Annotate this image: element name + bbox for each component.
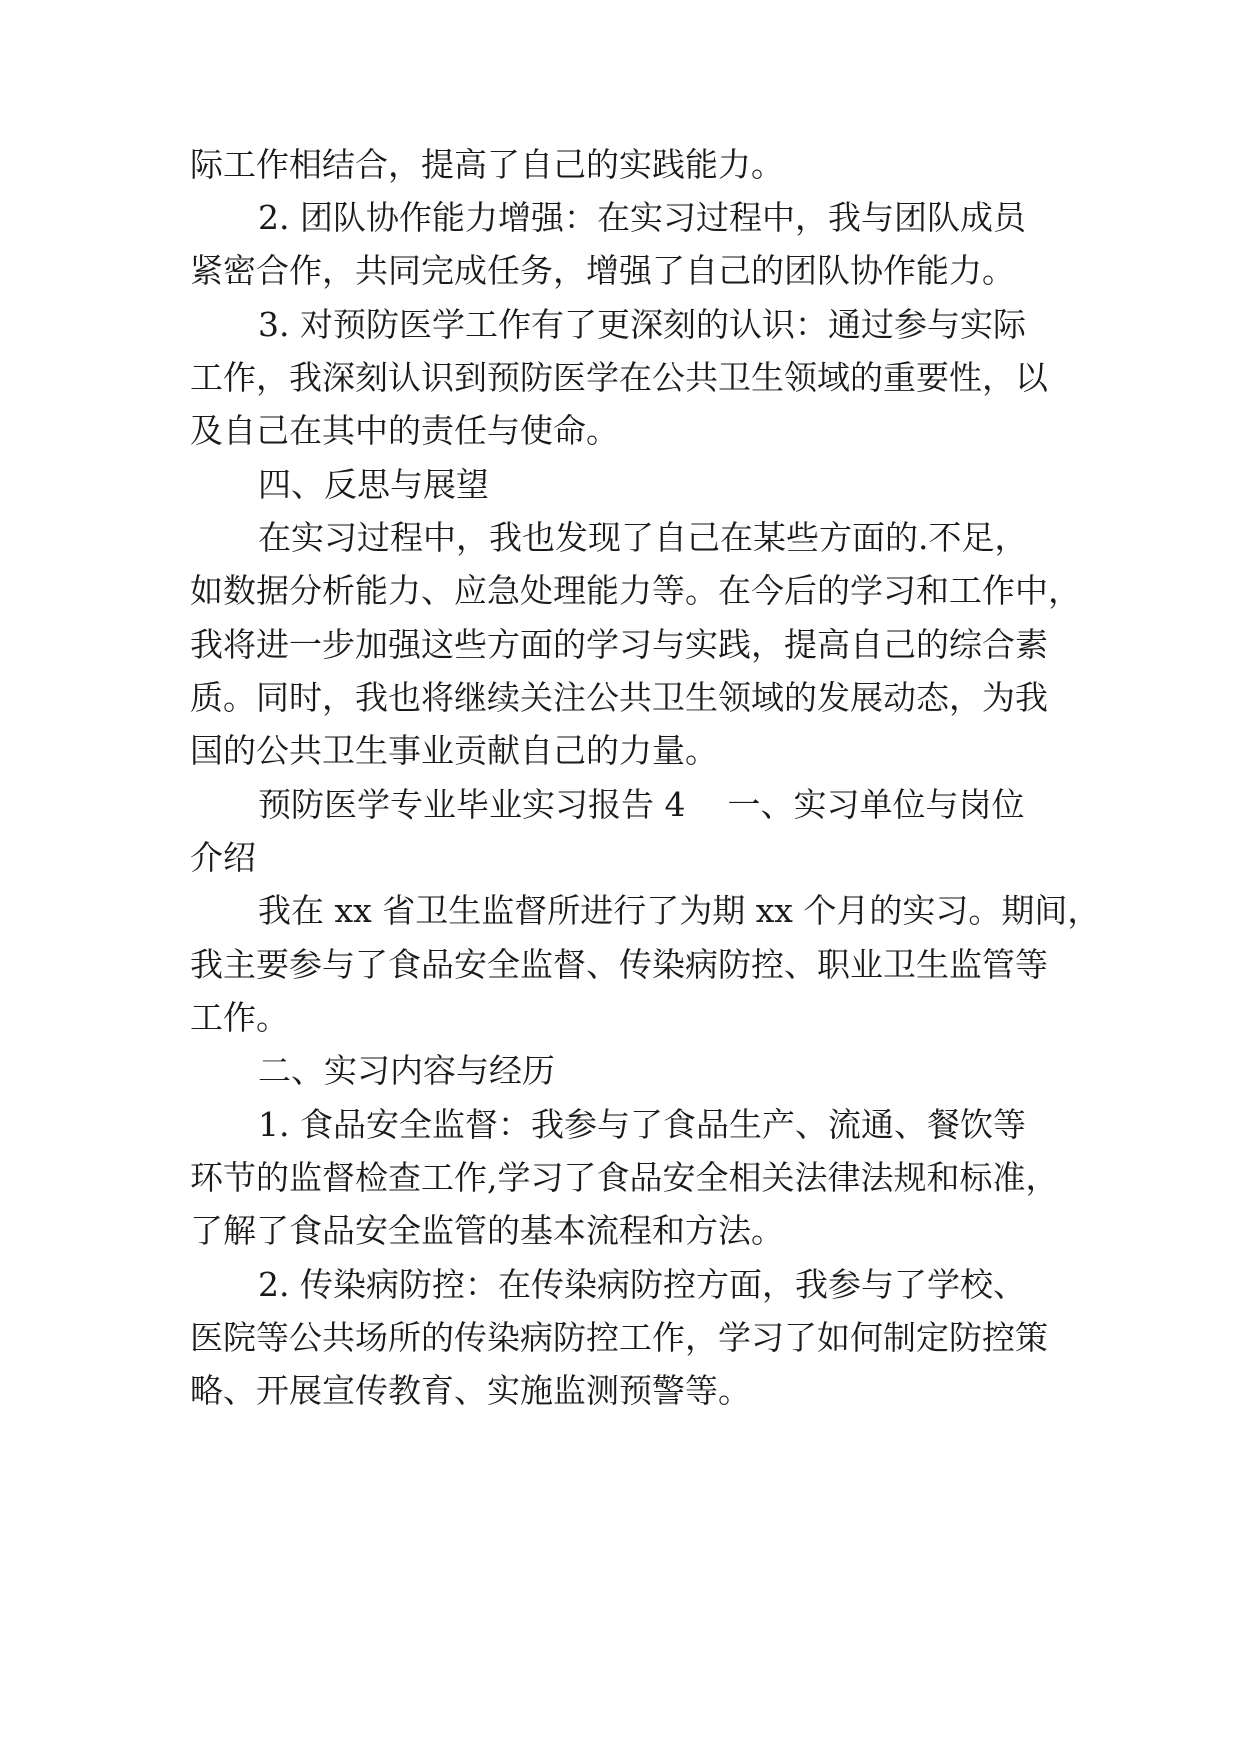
text-line: 我将进一步加强这些方面的学习与实践，提高自己的综合素 [190, 625, 1048, 664]
text-line: 2. 传染病防控：在传染病防控方面，我参与了学校、 [258, 1265, 1026, 1304]
text-line: 2. 团队协作能力增强：在实习过程中，我与团队成员 [258, 198, 1026, 237]
text-line: 紧密合作，共同完成任务，增强了自己的团队协作能力。 [190, 251, 1015, 290]
report-title: 预防医学专业毕业实习报告 4 一、实习单位与岗位 [258, 785, 1025, 824]
text-line: 如数据分析能力、应急处理能力等。在今后的学习和工作中， [190, 571, 1081, 610]
text-line: 了解了食品安全监管的基本流程和方法。 [190, 1211, 784, 1250]
text-line: 在实习过程中，我也发现了自己在某些方面的.不足， [258, 518, 1028, 557]
text-line: 国的公共卫生事业贡献自己的力量。 [190, 731, 718, 770]
text-line: 际工作相结合，提高了自己的实践能力。 [190, 145, 784, 184]
text-line: 质。同时，我也将继续关注公共卫生领域的发展动态，为我 [190, 678, 1048, 717]
text-line: 略、开展宣传教育、实施监测预警等。 [190, 1371, 751, 1410]
text-line: 医院等公共场所的传染病防控工作，学习了如何制定防控策 [190, 1318, 1048, 1357]
section-heading: 四、反思与展望 [258, 465, 489, 504]
text-line: 环节的监督检查工作,学习了食品安全相关法律法规和标准， [190, 1158, 1059, 1197]
text-line: 我主要参与了食品安全监督、传染病防控、职业卫生监管等 [190, 945, 1048, 984]
text-line: 工作。 [190, 998, 289, 1037]
text-line: 3. 对预防医学工作有了更深刻的认识：通过参与实际 [258, 305, 1026, 344]
text-line: 工作，我深刻认识到预防医学在公共卫生领域的重要性，以 [190, 358, 1048, 397]
section-heading: 二、实习内容与经历 [258, 1051, 555, 1090]
text-line: 我在 xx 省卫生监督所进行了为期 xx 个月的实习。期间， [258, 891, 1101, 930]
text-line: 1. 食品安全监督：我参与了食品生产、流通、餐饮等 [258, 1105, 1026, 1144]
text-line: 及自己在其中的责任与使命。 [190, 411, 619, 450]
text-line: 介绍 [190, 838, 256, 877]
